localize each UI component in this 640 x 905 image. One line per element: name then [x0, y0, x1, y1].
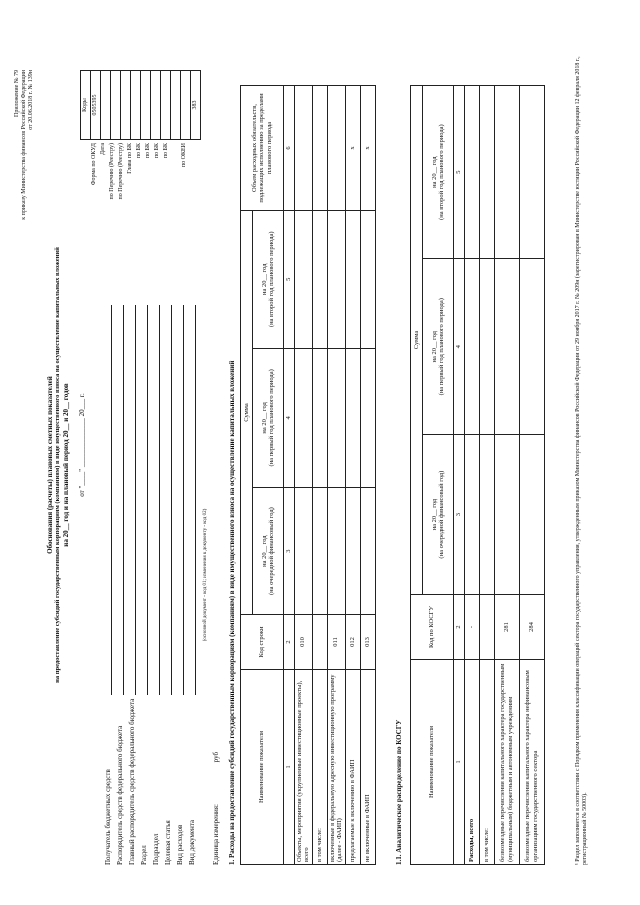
section-1-1-title: 1.1. Аналитическое распределение по КОСГУ: [395, 719, 403, 865]
s11-row-name: в том числе:: [479, 660, 494, 865]
s11-row-code: 284: [519, 595, 544, 660]
header-field-line[interactable]: [150, 305, 160, 695]
s11-row-code: 281: [494, 595, 519, 660]
s1-cell-y2[interactable]: [327, 348, 345, 488]
s11-col-y1-label: на 20__ год: [430, 498, 438, 531]
table-row: [345, 86, 360, 865]
s1-row-code: 011: [327, 615, 345, 670]
s11-body: [464, 86, 544, 865]
header-field-label: Распорядитель средств федерального бюджета: [116, 725, 124, 865]
code-label: Форма по ОКУД: [91, 143, 97, 186]
s1-col-obligations: Объем расходных обязательств, подлежащих исполнению за пределами планового периода: [241, 86, 284, 211]
header-field-line[interactable]: [162, 305, 172, 695]
s11-col-y3: [423, 86, 454, 259]
header-field: [160, 305, 172, 865]
code-label: по БК: [145, 143, 151, 159]
header-field-line[interactable]: [138, 305, 148, 695]
document-date: от "____" ______________ 20___ г.: [78, 393, 86, 497]
table-row: [294, 86, 312, 865]
code-label: по Перечню (Реестру): [118, 143, 124, 200]
header-field-label: Раздел: [140, 845, 148, 865]
code-label: Дата: [100, 143, 106, 155]
s1-cell-obligations[interactable]: x: [345, 86, 360, 211]
s1-row-name: в том числе:: [312, 670, 327, 865]
codes-header: Коды: [81, 71, 91, 140]
s1-body: [294, 86, 375, 865]
header-field: [172, 305, 184, 865]
s11-col-y3-sub: (на второй год планового периода): [438, 124, 445, 220]
doc-kind-note: (основной документ - код 01; изменения к документу - код 02): [203, 508, 208, 642]
s1-cell-y3[interactable]: [294, 211, 312, 349]
document-title: [46, 205, 70, 725]
s11-row-name: безвозмездные перечисления капитального характера государственным (муниципальным) бюджетным и автономным учреждениям: [494, 660, 519, 865]
title-line-1: Обоснования (расчеты) плановых сметных показателей: [46, 376, 54, 554]
s1-row-name: предлагаемые к включению в ФАИП: [345, 670, 360, 865]
s11-row-code: [479, 595, 494, 660]
footnote: ¹ Раздел заполняется в соответствии с Порядком применения классификации операций сектора государственного управления, утвержденным приказом Министерства финансов Российской Федерации от 29 ноября 2017 г. № 209н (зарегистрирован в Министерстве юстиции Российской Федерации 12 февраля 2018 г., регистрационный № 50003).: [575, 56, 588, 865]
s1-col-y1-label: на 20__ год: [260, 535, 268, 567]
s11-cell-y3[interactable]: [464, 86, 479, 259]
header-field-line[interactable]: [186, 305, 196, 695]
codes-table: [80, 70, 201, 140]
table-row: [494, 86, 519, 865]
s11-cell-y2[interactable]: [494, 259, 519, 435]
s1-cell-y3[interactable]: [360, 211, 375, 349]
appendix-note: [14, 70, 35, 370]
s1-col-code: Код строки: [241, 615, 284, 670]
s1-num: 2: [284, 615, 295, 670]
s11-row-name: Расходы, всего: [464, 660, 479, 865]
s1-row-name: Объекты, мероприятия (укрупненные инвестиционные проекты), всего: [294, 670, 312, 865]
s1-num: 5: [284, 211, 295, 349]
s1-cell-obligations[interactable]: [294, 86, 312, 211]
s1-row-name: не включенные в ФАИП: [360, 670, 375, 865]
s11-col-code: Код по КОСГУ: [411, 595, 454, 660]
header-field: [100, 305, 112, 865]
code-label: по БК: [154, 143, 160, 159]
table-row: [519, 86, 544, 865]
s1-cell-y2[interactable]: [312, 348, 327, 488]
s1-number-row: [284, 86, 295, 865]
section-1-1-table: [410, 85, 545, 865]
code-value: 0505395: [91, 71, 101, 140]
s1-col-y2-label: на 20__ год: [260, 402, 268, 434]
header-field: [124, 305, 136, 865]
title-line-2: на предоставление субсидий государственным корпорациям (компаниям) в виде имущественного взноса на осуществление капитальных вложений: [54, 247, 61, 683]
header-field-label: Целевая статья: [164, 820, 172, 865]
code-label: по ОКЕИ: [181, 143, 187, 168]
code-value: 383: [191, 71, 201, 140]
s11-cell-y1[interactable]: [464, 435, 479, 595]
s1-cell-y3[interactable]: [327, 211, 345, 349]
s1-cell-y3[interactable]: [312, 211, 327, 349]
header-field-line[interactable]: [126, 305, 136, 695]
s11-col-name: Наименование показателя: [411, 660, 454, 865]
s11-col-y3-label: на 20__ год: [430, 156, 438, 188]
appendix-line-1: Приложение № 79: [14, 70, 20, 117]
s11-col-y2: [423, 259, 454, 435]
header-field: [148, 305, 160, 865]
appendix-line-2: к приказу Министерства финансов Российской Федерации: [21, 70, 27, 220]
s1-cell-y1[interactable]: [312, 488, 327, 615]
s11-cell-y3[interactable]: [519, 86, 544, 259]
code-value: [131, 71, 141, 140]
s11-col-y1: [423, 435, 454, 595]
header-field-label: Вид документа: [188, 819, 196, 865]
s1-cell-y2[interactable]: [360, 348, 375, 488]
s1-row-code: 013: [360, 615, 375, 670]
s11-num: 1: [454, 660, 465, 865]
header-field-label: Главный распорядитель средств федерального бюджета: [128, 698, 136, 865]
s11-num: 4: [454, 259, 465, 435]
table-row: [464, 86, 479, 865]
s11-cell-y1[interactable]: [519, 435, 544, 595]
header-field-label: Подраздел: [152, 833, 160, 865]
s1-col-y3: [253, 211, 284, 349]
s1-cell-y1[interactable]: [360, 488, 375, 615]
s11-col-y2-label: на 20__ год: [430, 331, 438, 363]
unit-line: [212, 752, 220, 865]
section-1-table: [240, 85, 376, 865]
code-value: [161, 71, 171, 140]
appendix-line-3: от 20.06.2018 г. № 139н: [28, 70, 34, 130]
header-field-label: Получатель бюджетных средств: [104, 769, 112, 865]
s1-cell-obligations[interactable]: [312, 86, 327, 211]
s1-cell-obligations[interactable]: x: [360, 86, 375, 211]
code-value: [121, 71, 131, 140]
s1-num: 6: [284, 86, 295, 211]
s1-num: 4: [284, 348, 295, 488]
s11-cell-y3[interactable]: [479, 86, 494, 259]
codes-labels: [90, 143, 189, 255]
unit-label: Единица измерения:: [212, 804, 220, 865]
s1-cell-y3[interactable]: [345, 211, 360, 349]
s11-num: 3: [454, 435, 465, 595]
s11-cell-y1[interactable]: [494, 435, 519, 595]
header-field: [184, 305, 196, 865]
s11-cell-y1[interactable]: [479, 435, 494, 595]
s1-row-name: включенные в федеральную адресную инвестиционную программу (далее - ФАИП): [327, 670, 345, 865]
s1-cell-y2[interactable]: [345, 348, 360, 488]
header-fields: [100, 305, 196, 865]
code-value: [111, 71, 121, 140]
s1-num: 1: [284, 670, 295, 865]
header-field-line[interactable]: [102, 305, 112, 695]
table-row: [312, 86, 327, 865]
s1-cell-y1[interactable]: [345, 488, 360, 615]
s11-col-sum: Сумма: [411, 86, 423, 595]
s11-cell-y3[interactable]: [494, 86, 519, 259]
code-value: [101, 71, 111, 140]
s11-row-code: -: [464, 595, 479, 660]
s11-cell-y2[interactable]: [464, 259, 479, 435]
s1-cell-obligations[interactable]: [327, 86, 345, 211]
header-field-line[interactable]: [174, 305, 184, 695]
code-label: по БК: [136, 143, 142, 159]
code-value: [181, 71, 191, 140]
s11-num: 2: [454, 595, 465, 660]
header-field: [136, 305, 148, 865]
header-field: [112, 305, 124, 865]
s1-cell-y1[interactable]: [327, 488, 345, 615]
s1-col-y1: [253, 488, 284, 615]
s11-cell-y2[interactable]: [519, 259, 544, 435]
s1-row-code: 012: [345, 615, 360, 670]
s11-col-y2-sub: (на первый год планового периода): [438, 298, 445, 396]
title-line-3: на 20__ год и на плановый период 20__ и 20__ годов: [62, 383, 70, 547]
header-field-label: Вид расходов: [176, 824, 184, 865]
s1-col-y3-label: на 20__ год: [260, 263, 268, 296]
code-label: по БК: [163, 143, 169, 159]
code-label: по Перечню (Реестру): [109, 143, 115, 200]
s1-row-code: 010: [294, 615, 312, 670]
s11-number-row: [454, 86, 465, 865]
s1-col-name: Наименование показателя: [241, 670, 284, 865]
s1-col-sum: Сумма: [241, 211, 253, 615]
code-value: [171, 71, 181, 140]
s1-col-y3-sub: (на второй год планового периода): [268, 231, 275, 328]
table-row: [360, 86, 375, 865]
header-field-line[interactable]: [114, 305, 124, 695]
code-label: [171, 143, 180, 255]
s1-col-y1-sub: (на очередной финансовый год): [268, 507, 275, 596]
s11-num: 5: [454, 86, 465, 259]
section-1-title: 1. Расходы на предоставление субсидий государственным корпорациям (компаниям) в виде имущественного взноса на осуществление капитальных вложений: [228, 360, 236, 865]
table-row: [327, 86, 345, 865]
unit-value: руб: [212, 751, 220, 763]
s1-cell-y1[interactable]: [294, 488, 312, 615]
s1-row-code: [312, 615, 327, 670]
s11-row-name: безвозмездные перечисления капитального характера нефинансовым организациям государственного сектора: [519, 660, 544, 865]
s1-cell-y2[interactable]: [294, 348, 312, 488]
code-value: [151, 71, 161, 140]
table-row: [479, 86, 494, 865]
s1-num: 3: [284, 488, 295, 615]
code-label: Глава по БК: [127, 143, 133, 174]
s1-col-y2-sub: (на первый год планового периода): [268, 369, 275, 467]
code-value: [141, 71, 151, 140]
s11-col-y1-sub: (на очередной финансовый год): [438, 470, 445, 559]
s1-col-y2: [253, 348, 284, 488]
s11-cell-y2[interactable]: [479, 259, 494, 435]
